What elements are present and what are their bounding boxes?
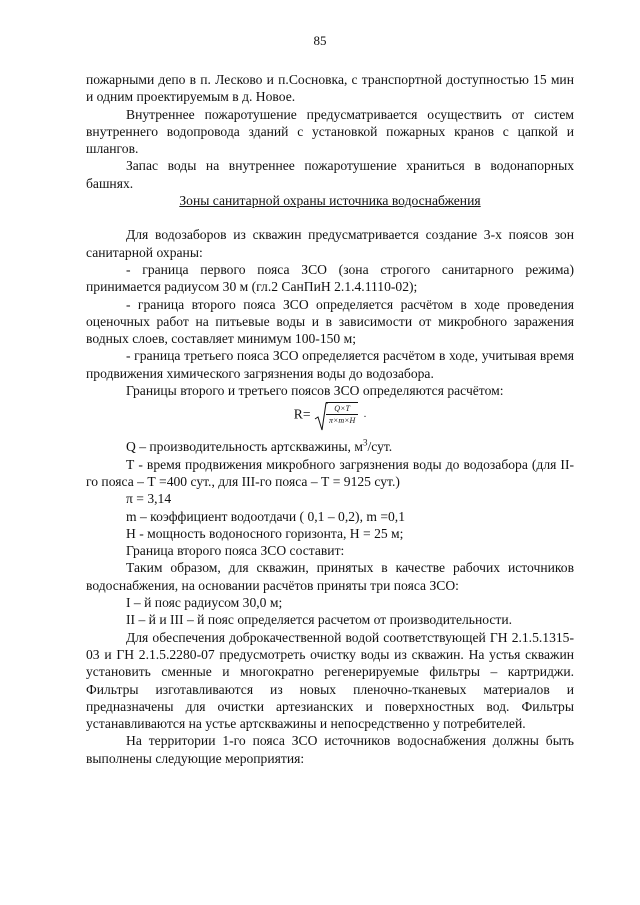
definition-text: /сут. <box>367 439 393 455</box>
paragraph: Границы второго и третьего поясов ЗСО определяются расчётом: <box>126 383 504 399</box>
radius-formula <box>86 402 574 436</box>
page-number: 85 <box>313 33 327 48</box>
paragraph: Внутреннее пожаротушение предусматривается осуществить от систем внутреннего водопровода зданий с установкой пожарных кранов с цапкой и шлангов. <box>86 106 574 157</box>
formula-denominator: π×m×H <box>328 416 356 426</box>
section-heading: Зоны санитарной охраны источника водоснабжения <box>179 193 481 209</box>
formula-lhs: R= <box>293 406 311 422</box>
superscript: 3 <box>362 437 368 448</box>
list-item: I – й пояс радиусом 30,0 м; <box>126 595 283 611</box>
formula-fraction <box>326 402 358 426</box>
list-item: - граница первого пояса ЗСО (зона строгого санитарного режима) принимается радиусом 30 м (гл.2 СанПиН 2.1.4.1110-02); <box>86 261 574 295</box>
formula-trail: . <box>363 408 367 420</box>
paragraph: пожарными депо в п. Лесково и п.Сосновка, с транспортной доступностью 15 мин и одним проектируемым в д. Новое. <box>86 72 574 105</box>
paragraph <box>86 438 574 455</box>
formula-numerator: Q×T <box>326 403 358 415</box>
document-body <box>86 71 574 767</box>
definition-text: Q – производительность артскважины, м <box>126 439 363 455</box>
list-item: - граница третьего пояса ЗСО определяется расчётом в ходе, учитывая время продвижения химического загрязнения воды до водозабора. <box>86 348 574 381</box>
list-item: - граница второго пояса ЗСО определяется расчётом в ходе проведения оценочных работ на питьевые воды и в зависимости от микробного заражения водных слоев, составляет минимум 100-150 м; <box>86 296 574 347</box>
sqrt-radical <box>314 402 358 426</box>
paragraph: m – коэффициент водоотдачи ( 0,1 – 0,2), m =0,1 <box>126 508 406 524</box>
spacer <box>86 209 574 226</box>
paragraph: Для обеспечения доброкачественной водой соответствующей ГН 2.1.5.1315-03 и ГН 2.1.5.2280-07 предусмотреть очистку воды из скважин. На устья скважин установить сменные и многократно регенерируемые фильтры – картриджи. Фильтры изготавливаются из новых пленочно-тканевых материалов и предназначены для очистки артезианских и поверхностных вод. Фильтры устанавливаются на устье артскважины и непосредственно у потребителей. <box>86 629 574 732</box>
paragraph: Граница второго пояса ЗСО составит: <box>126 543 345 559</box>
paragraph: Для водозаборов из скважин предусматривается создание 3-х поясов зон санитарной охраны: <box>86 227 574 260</box>
paragraph: Т - время продвижения микробного загрязнения воды до водозабора (для II-го пояса – Т =400 сут., для III-го пояса – Т = 9125 сут.) <box>86 456 574 489</box>
paragraph: H - мощность водоносного горизонта, Н = 25 м; <box>126 525 404 541</box>
list-item: II – й и III – й пояс определяется расчетом от производительности. <box>126 612 513 628</box>
formula-body <box>294 402 366 426</box>
paragraph: π = 3,14 <box>126 491 172 507</box>
paragraph: На территории 1-го пояса ЗСО источников водоснабжения должны быть выполнены следующие мероприятия: <box>86 733 574 766</box>
paragraph: Запас воды на внутреннее пожаротушение храниться в водонапорных башнях. <box>86 158 574 191</box>
sqrt-symbol-icon <box>314 402 328 432</box>
paragraph: Таким образом, для скважин, принятых в качестве рабочих источников водоснабжения, на основании расчётов приняты три пояса ЗСО: <box>86 560 574 593</box>
